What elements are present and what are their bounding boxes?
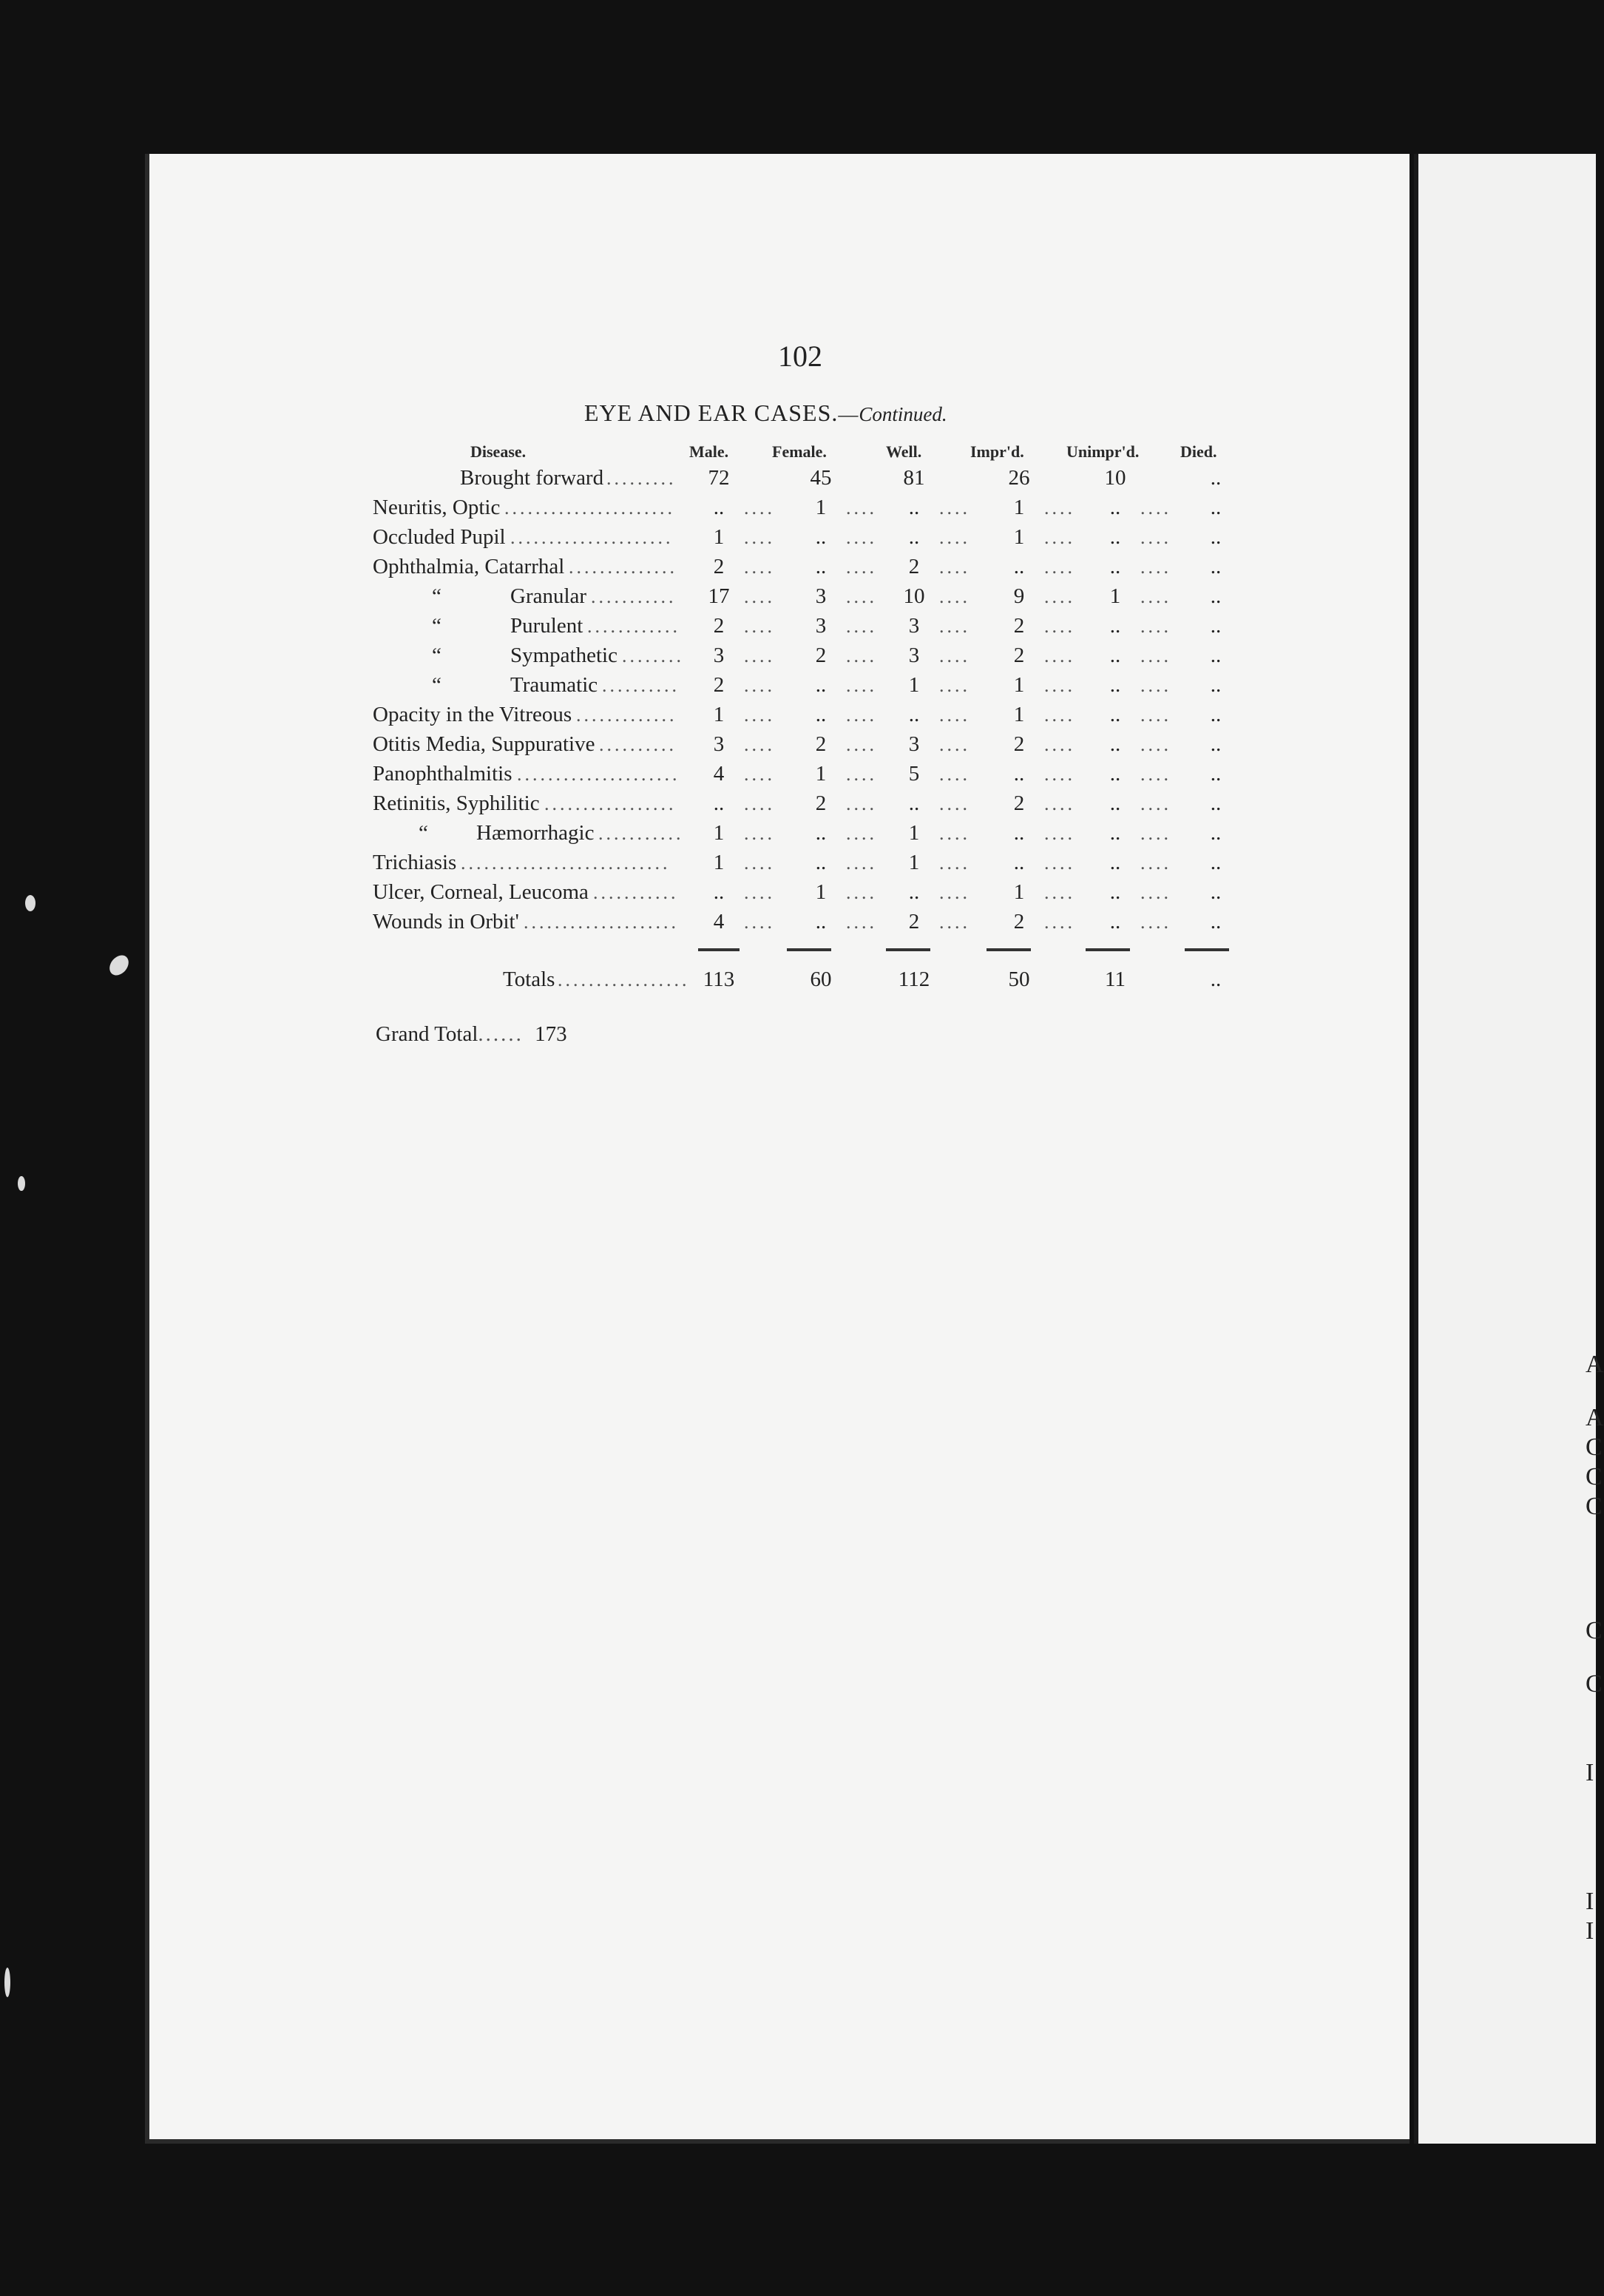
header-male: Male. bbox=[689, 442, 729, 461]
table-cell: .. bbox=[1109, 555, 1121, 578]
table-cell: .. bbox=[1210, 821, 1222, 845]
leader-dots: .... bbox=[939, 556, 970, 578]
totals-cell: 112 bbox=[898, 968, 930, 991]
table-cell: 1 bbox=[1013, 880, 1025, 904]
row-label: Sympathetic bbox=[510, 644, 617, 667]
row-label: Opacity in the Vitreous bbox=[373, 703, 572, 726]
totals-cell: .. bbox=[1210, 968, 1222, 991]
leader-dots: .... bbox=[1044, 497, 1075, 519]
leader-dots: .... bbox=[846, 556, 877, 578]
leader-dots: .... bbox=[1044, 527, 1075, 548]
table-cell: 2 bbox=[1013, 791, 1025, 815]
table-cell: 2 bbox=[908, 910, 920, 933]
leader-dots: .................... bbox=[524, 911, 679, 933]
leader-dots: .... bbox=[939, 497, 970, 519]
row-label: Traumatic bbox=[510, 673, 598, 697]
leader-dots: .... bbox=[744, 704, 775, 726]
table-cell: .. bbox=[1210, 496, 1222, 519]
leader-dots: .... bbox=[744, 527, 775, 548]
total-rule bbox=[987, 948, 1031, 951]
leader-dots: .... bbox=[939, 675, 970, 696]
table-cell: .. bbox=[1210, 644, 1222, 667]
table-cell: .. bbox=[1013, 762, 1025, 786]
leader-dots: .... bbox=[744, 675, 775, 696]
table-cell: .. bbox=[1109, 732, 1121, 756]
leader-dots: .... bbox=[846, 527, 877, 548]
table-cell: .. bbox=[1109, 910, 1121, 933]
brought-forward-cell: 72 bbox=[708, 466, 730, 490]
header-well: Well. bbox=[886, 442, 922, 461]
table-cell: 1 bbox=[1013, 525, 1025, 549]
leader-dots: .... bbox=[744, 615, 775, 637]
table-cell: .. bbox=[1109, 525, 1121, 549]
row-label: Ophthalmia, Catarrhal bbox=[373, 555, 565, 578]
leader-dots: .... bbox=[744, 823, 775, 844]
table-cell: 2 bbox=[1013, 910, 1025, 933]
leader-dots: .... bbox=[1044, 852, 1075, 874]
table-cell: .. bbox=[1013, 555, 1025, 578]
table-cell: .. bbox=[1210, 525, 1222, 549]
leader-dots: .... bbox=[939, 793, 970, 814]
table-cell: .. bbox=[1210, 614, 1222, 638]
table-cell: .. bbox=[1109, 821, 1121, 845]
leader-dots: .... bbox=[939, 586, 970, 607]
leader-dots: ..................... bbox=[517, 763, 680, 785]
leader-dots: .... bbox=[939, 704, 970, 726]
table-cell: .. bbox=[713, 880, 725, 904]
table-cell: 2 bbox=[713, 673, 725, 697]
ditto-mark: “ bbox=[432, 614, 441, 638]
table-cell: .. bbox=[1210, 673, 1222, 697]
header-died: Died. bbox=[1180, 442, 1217, 461]
next-page-fragment: I bbox=[1586, 1759, 1594, 1786]
table-cell: .. bbox=[1210, 703, 1222, 726]
next-page-fragment: C bbox=[1586, 1493, 1603, 1520]
page-number: 102 bbox=[778, 340, 822, 373]
title-suffix: Continued. bbox=[859, 403, 947, 425]
table-cell: .. bbox=[908, 880, 920, 904]
leader-dots: .... bbox=[846, 763, 877, 785]
leader-dots: .... bbox=[1044, 645, 1075, 666]
total-rule bbox=[886, 948, 930, 951]
leader-dots: .... bbox=[1140, 704, 1171, 726]
header-female: Female. bbox=[772, 442, 827, 461]
table-cell: 1 bbox=[1013, 673, 1025, 697]
table-cell: 1 bbox=[1109, 584, 1121, 608]
leader-dots: .... bbox=[846, 882, 877, 903]
leader-dots: .... bbox=[846, 734, 877, 755]
leader-dots: .... bbox=[846, 586, 877, 607]
table-cell: 4 bbox=[713, 762, 725, 786]
table-cell: 1 bbox=[1013, 496, 1025, 519]
leader-dots: .... bbox=[939, 763, 970, 785]
table-cell: 5 bbox=[908, 762, 920, 786]
table-cell: .. bbox=[1210, 851, 1222, 874]
film-speck bbox=[106, 951, 132, 979]
film-speck bbox=[4, 1968, 10, 1997]
totals-cell: 113 bbox=[703, 968, 735, 991]
leader-dots: .... bbox=[1140, 675, 1171, 696]
total-rule bbox=[698, 948, 740, 951]
header-unimproved: Unimpr'd. bbox=[1066, 442, 1140, 461]
title-main: EYE AND EAR CASES. bbox=[584, 399, 839, 426]
leader-dots: .... bbox=[939, 911, 970, 933]
table-cell: 2 bbox=[815, 791, 827, 815]
leader-dots: .... bbox=[939, 852, 970, 874]
header-improved: Impr'd. bbox=[970, 442, 1024, 461]
table-cell: 2 bbox=[1013, 732, 1025, 756]
table-cell: .. bbox=[1013, 851, 1025, 874]
table-cell: 1 bbox=[713, 525, 725, 549]
leader-dots: .... bbox=[939, 615, 970, 637]
leader-dots: .... bbox=[939, 645, 970, 666]
total-rule bbox=[787, 948, 831, 951]
table-cell: .. bbox=[815, 851, 827, 874]
brought-forward-label: Brought forward bbox=[460, 466, 604, 490]
leader-dots: .... bbox=[939, 882, 970, 903]
leader-dots: .... bbox=[1140, 556, 1171, 578]
table-cell: 1 bbox=[908, 851, 920, 874]
leader-dots: .... bbox=[744, 852, 775, 874]
table-cell: .. bbox=[1210, 910, 1222, 933]
leader-dots: .... bbox=[1044, 675, 1075, 696]
table-cell: 1 bbox=[713, 851, 725, 874]
table-cell: .. bbox=[1109, 614, 1121, 638]
brought-forward-cell: 26 bbox=[1008, 466, 1030, 490]
table-cell: .. bbox=[1210, 555, 1222, 578]
leader-dots: ............. bbox=[576, 704, 677, 726]
table-cell: .. bbox=[1109, 703, 1121, 726]
row-label: Panophthalmitis bbox=[373, 762, 512, 786]
leader-dots: ...... bbox=[478, 1022, 524, 1046]
row-label: Wounds in Orbit' bbox=[373, 910, 519, 933]
leader-dots: .... bbox=[1044, 823, 1075, 844]
header-disease: Disease. bbox=[470, 442, 527, 461]
row-label: Ulcer, Corneal, Leucoma bbox=[373, 880, 589, 904]
table-cell: .. bbox=[1109, 644, 1121, 667]
row-label: Purulent bbox=[510, 614, 583, 638]
grand-total-label: Grand Total bbox=[376, 1022, 478, 1046]
leader-dots: .... bbox=[744, 586, 775, 607]
table-cell: .. bbox=[815, 555, 827, 578]
table-cell: 3 bbox=[908, 644, 920, 667]
table-cell: .. bbox=[1109, 851, 1121, 874]
leader-dots: .... bbox=[1140, 645, 1171, 666]
total-rule bbox=[1086, 948, 1130, 951]
table-cell: .. bbox=[908, 791, 920, 815]
table-cell: .. bbox=[1109, 791, 1121, 815]
table-cell: 3 bbox=[713, 644, 725, 667]
table-cell: 3 bbox=[713, 732, 725, 756]
table-cell: 2 bbox=[713, 614, 725, 638]
table-cell: .. bbox=[908, 525, 920, 549]
leader-dots: .... bbox=[1044, 763, 1075, 785]
leader-dots: .... bbox=[744, 556, 775, 578]
brought-forward-cell: .. bbox=[1210, 466, 1222, 490]
ditto-mark: “ bbox=[432, 644, 441, 667]
table-cell: .. bbox=[815, 673, 827, 697]
table-cell: 1 bbox=[713, 703, 725, 726]
leader-dots: .... bbox=[1140, 793, 1171, 814]
table-cell: .. bbox=[1109, 762, 1121, 786]
page-title bbox=[584, 399, 947, 427]
leader-dots: .... bbox=[939, 823, 970, 844]
table-cell: 2 bbox=[1013, 644, 1025, 667]
leader-dots: .... bbox=[846, 911, 877, 933]
ditto-mark: “ bbox=[419, 821, 428, 845]
table-cell: .. bbox=[1210, 732, 1222, 756]
leader-dots: .... bbox=[744, 497, 775, 519]
table-cell: 1 bbox=[815, 762, 827, 786]
leader-dots: .... bbox=[1044, 586, 1075, 607]
row-label: Occluded Pupil bbox=[373, 525, 506, 549]
table-cell: 1 bbox=[713, 821, 725, 845]
table-cell: 1 bbox=[1013, 703, 1025, 726]
table-cell: .. bbox=[713, 496, 725, 519]
ditto-mark: “ bbox=[432, 673, 441, 697]
next-page-fragment: I bbox=[1586, 1888, 1594, 1915]
leader-dots: ........................... bbox=[461, 852, 671, 874]
film-speck bbox=[25, 895, 35, 911]
table-cell: 3 bbox=[815, 614, 827, 638]
table-cell: .. bbox=[713, 791, 725, 815]
row-label: Hæmorrhagic bbox=[476, 821, 595, 845]
leader-dots: .......... bbox=[599, 734, 677, 755]
leader-dots: .... bbox=[846, 645, 877, 666]
leader-dots: ........... bbox=[591, 586, 677, 607]
next-page-fragment: I bbox=[1586, 1917, 1594, 1945]
table-cell: .. bbox=[1210, 762, 1222, 786]
leader-dots: ........ bbox=[622, 645, 684, 666]
leader-dots: .... bbox=[1044, 615, 1075, 637]
ditto-mark: “ bbox=[432, 584, 441, 608]
table-cell: 9 bbox=[1013, 584, 1025, 608]
table-cell: 2 bbox=[815, 644, 827, 667]
leader-dots: .... bbox=[744, 763, 775, 785]
table-cell: .. bbox=[815, 821, 827, 845]
table-cell: .. bbox=[815, 525, 827, 549]
totals-cell: 11 bbox=[1105, 968, 1126, 991]
table-cell: .. bbox=[1109, 880, 1121, 904]
table-cell: .. bbox=[1109, 496, 1121, 519]
table-cell: 1 bbox=[908, 821, 920, 845]
totals-label: Totals bbox=[503, 968, 555, 991]
row-label: Retinitis, Syphilitic bbox=[373, 791, 540, 815]
leader-dots: .... bbox=[1044, 882, 1075, 903]
leader-dots: .... bbox=[1044, 734, 1075, 755]
table-cell: 2 bbox=[908, 555, 920, 578]
table-cell: 1 bbox=[815, 496, 827, 519]
leader-dots: .......... bbox=[602, 675, 680, 696]
next-page-fragment: C bbox=[1586, 1434, 1603, 1461]
table-cell: 2 bbox=[1013, 614, 1025, 638]
leader-dots: .... bbox=[846, 823, 877, 844]
leader-dots: .... bbox=[1044, 556, 1075, 578]
table-cell: 2 bbox=[713, 555, 725, 578]
leader-dots: .... bbox=[1140, 586, 1171, 607]
leader-dots: .............. bbox=[569, 556, 677, 578]
table-cell: .. bbox=[908, 496, 920, 519]
table-cell: .. bbox=[815, 910, 827, 933]
leader-dots: .... bbox=[846, 852, 877, 874]
leader-dots: .... bbox=[744, 882, 775, 903]
next-page-fragment: C bbox=[1586, 1463, 1603, 1490]
row-label: Granular bbox=[510, 584, 587, 608]
leader-dots: .... bbox=[1044, 911, 1075, 933]
brought-forward-cell: 10 bbox=[1104, 466, 1126, 490]
leader-dots: .... bbox=[939, 734, 970, 755]
row-label: Trichiasis bbox=[373, 851, 457, 874]
leader-dots: ......... bbox=[606, 467, 677, 489]
leader-dots: .... bbox=[1140, 527, 1171, 548]
brought-forward-cell: 45 bbox=[810, 466, 832, 490]
table-cell: .. bbox=[1109, 673, 1121, 697]
leader-dots: .... bbox=[744, 793, 775, 814]
leader-dots: .... bbox=[1140, 823, 1171, 844]
table-cell: 3 bbox=[908, 732, 920, 756]
leader-dots: .... bbox=[1140, 497, 1171, 519]
row-label: Neuritis, Optic bbox=[373, 496, 501, 519]
leader-dots: .... bbox=[846, 793, 877, 814]
table-cell: 1 bbox=[815, 880, 827, 904]
leader-dots: .... bbox=[744, 645, 775, 666]
table-cell: 10 bbox=[903, 584, 925, 608]
title-dash: — bbox=[838, 403, 859, 425]
table-cell: 3 bbox=[908, 614, 920, 638]
brought-forward-cell: 81 bbox=[903, 466, 925, 490]
leader-dots: ................. bbox=[544, 793, 677, 814]
leader-dots: ........... bbox=[593, 882, 679, 903]
leader-dots: .... bbox=[1140, 911, 1171, 933]
leader-dots: .... bbox=[1044, 793, 1075, 814]
table-cell: .. bbox=[1013, 821, 1025, 845]
adjacent-page-edge bbox=[1414, 154, 1604, 2144]
leader-dots: .... bbox=[1140, 615, 1171, 637]
leader-dots: .... bbox=[1044, 704, 1075, 726]
film-speck bbox=[18, 1176, 25, 1191]
leader-dots: .... bbox=[744, 911, 775, 933]
leader-dots: .... bbox=[1140, 882, 1171, 903]
grand-total bbox=[376, 1022, 567, 1047]
grand-total-value: 173 bbox=[535, 1022, 567, 1046]
leader-dots: ............ bbox=[587, 615, 680, 637]
leader-dots: ................. bbox=[558, 969, 690, 990]
table-cell: .. bbox=[1210, 584, 1222, 608]
next-page-fragment: A bbox=[1586, 1404, 1604, 1431]
leader-dots: .... bbox=[939, 527, 970, 548]
leader-dots: .... bbox=[846, 615, 877, 637]
totals-cell: 60 bbox=[810, 968, 832, 991]
leader-dots: ...................... bbox=[504, 497, 675, 519]
table-cell: .. bbox=[1210, 880, 1222, 904]
table-cell: 3 bbox=[815, 584, 827, 608]
total-rule bbox=[1185, 948, 1229, 951]
table-cell: 17 bbox=[708, 584, 730, 608]
leader-dots: .... bbox=[1140, 763, 1171, 785]
next-page-fragment: C bbox=[1586, 1617, 1603, 1644]
table-cell: 4 bbox=[713, 910, 725, 933]
table-cell: 2 bbox=[815, 732, 827, 756]
leader-dots: .... bbox=[846, 497, 877, 519]
row-label: Otitis Media, Suppurative bbox=[373, 732, 595, 756]
table-cell: .. bbox=[1210, 791, 1222, 815]
leader-dots: .... bbox=[1140, 734, 1171, 755]
leader-dots: .... bbox=[1140, 852, 1171, 874]
leader-dots: ..................... bbox=[510, 527, 674, 548]
leader-dots: ........... bbox=[598, 823, 684, 844]
leader-dots: .... bbox=[846, 675, 877, 696]
totals-cell: 50 bbox=[1008, 968, 1030, 991]
table-cell: 1 bbox=[908, 673, 920, 697]
leader-dots: .... bbox=[846, 704, 877, 726]
leader-dots: .... bbox=[744, 734, 775, 755]
table-cell: .. bbox=[815, 703, 827, 726]
next-page-fragment: C bbox=[1586, 1670, 1603, 1698]
next-page-fragment: A bbox=[1586, 1351, 1604, 1378]
table-cell: .. bbox=[908, 703, 920, 726]
